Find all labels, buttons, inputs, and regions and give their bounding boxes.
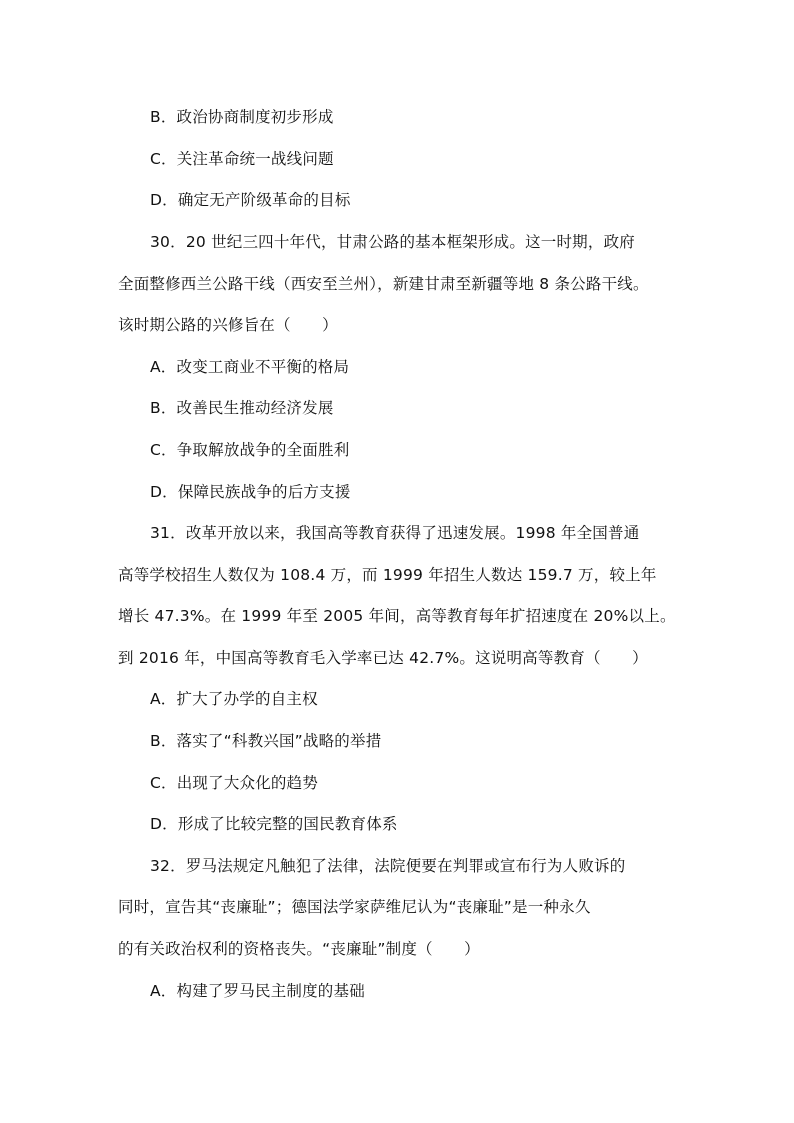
q31-option-c: C．出现了大众化的趋势 (150, 774, 319, 792)
q32-stem-line-3: 的有关政治权利的资格丧失。“丧廉耻”制度（ ） (118, 940, 480, 958)
q30-option-a: A．改变工商业不平衡的格局 (150, 358, 350, 376)
q30-stem-line-3: 该时期公路的兴修旨在（ ） (118, 316, 338, 334)
q32-option-a: A．构建了罗马民主制度的基础 (150, 982, 365, 1000)
q30-stem-line-1: 30．20 世纪三四十年代，甘肃公路的基本框架形成。这一时期，政府 (150, 233, 635, 251)
q30-option-b: B．改善民生推动经济发展 (150, 399, 334, 417)
q29-option-b: B．政治协商制度初步形成 (150, 108, 334, 126)
q31-stem-line-3: 增长 47.3%。在 1999 年至 2005 年间，高等教育每年扩招速度在 20%以上。 (118, 607, 676, 625)
q30-option-c: C．争取解放战争的全面胜利 (150, 441, 350, 459)
q29-option-d: D．确定无产阶级革命的目标 (150, 191, 351, 209)
q32-stem-line-2: 同时，宣告其“丧廉耻”；德国法学家萨维尼认为“丧廉耻”是一种永久 (118, 898, 591, 916)
q31-stem-line-1: 31．改革开放以来，我国高等教育获得了迅速发展。1998 年全国普通 (150, 524, 640, 542)
q31-option-d: D．形成了比较完整的国民教育体系 (150, 815, 398, 833)
q31-stem-line-2: 高等学校招生人数仅为 108.4 万，而 1999 年招生人数达 159.7 万，较上年 (118, 566, 657, 584)
q32-stem-line-1: 32．罗马法规定凡触犯了法律，法院便要在判罪或宣布行为人败诉的 (150, 857, 626, 875)
q30-stem-line-2: 全面整修西兰公路干线（西安至兰州），新建甘肃至新疆等地 8 条公路干线。 (118, 275, 649, 293)
q31-option-b: B．落实了“科教兴国”战略的举措 (150, 732, 382, 750)
q31-option-a: A．扩大了办学的自主权 (150, 690, 318, 708)
q30-option-d: D．保障民族战争的后方支援 (150, 483, 351, 501)
q31-stem-line-4: 到 2016 年，中国高等教育毛入学率已达 42.7%。这说明高等教育（ ） (118, 649, 648, 667)
q29-option-c: C．关注革命统一战线问题 (150, 150, 334, 168)
